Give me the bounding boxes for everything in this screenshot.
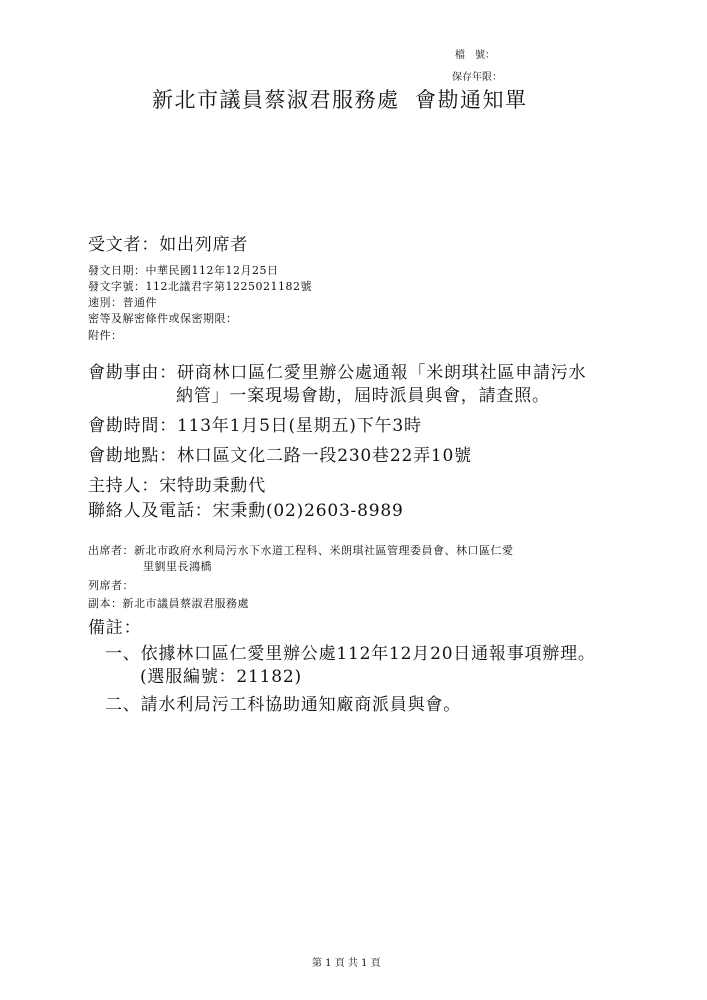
observers-line: 列席者： [88, 579, 134, 592]
subject-line-1: 會勘事由：研商林口區仁愛里辦公處通報「米朗琪社區申請污水 [88, 363, 587, 383]
inspection-place: 會勘地點：林口區文化二路一段230巷22弄10號 [88, 446, 472, 466]
attendees-line-1: 出席者：新北市政府水利局污水下水道工程科、米朗琪社區管理委員會、林口區仁愛 [88, 544, 514, 557]
host-line: 主持人：宋特助秉勳代 [88, 476, 266, 496]
notes-label: 備註： [88, 618, 142, 638]
contact-line: 聯絡人及電話：宋秉勳(02)2603-8989 [88, 501, 404, 521]
meta-attachment: 附件： [88, 329, 123, 342]
meta-speed: 速別：普通件 [88, 296, 157, 309]
meta-secrecy: 密等及解密條件或保密期限： [88, 312, 238, 325]
subject-line-2: 納管」一案現場會勘，屆時派員與會，請查照。 [176, 386, 550, 406]
document-title-org: 新北市議員蔡淑君服務處 [152, 88, 400, 112]
page-footer: 第 1 頁 共 1 頁 [312, 958, 381, 969]
meta-ref-number: 發文字號：112北議君字第1225021182號 [88, 280, 312, 293]
document-title-type: 會勘通知單 [415, 88, 528, 112]
cc-line: 副本：新北市議員蔡淑君服務處 [88, 597, 249, 610]
note-item-2: 二、請水利局污工科協助通知廠商派員與會。 [105, 695, 461, 715]
archive-retention-label: 保存年限： [452, 72, 502, 83]
attendees-line-2: 里劉里長鴻橋 [143, 560, 212, 573]
archive-file-number-label: 檔 號： [455, 50, 495, 61]
note-item-1-line-2: (選服編號：21182) [140, 667, 302, 687]
meta-date: 發文日期：中華民國112年12月25日 [88, 264, 279, 277]
note-item-1-line-1: 一、依據林口區仁愛里辦公處112年12月20日通報事項辦理。 [105, 644, 596, 664]
inspection-time: 會勘時間：113年1月5日(星期五)下午3時 [88, 416, 422, 436]
recipient-line: 受文者：如出列席者 [88, 235, 249, 255]
